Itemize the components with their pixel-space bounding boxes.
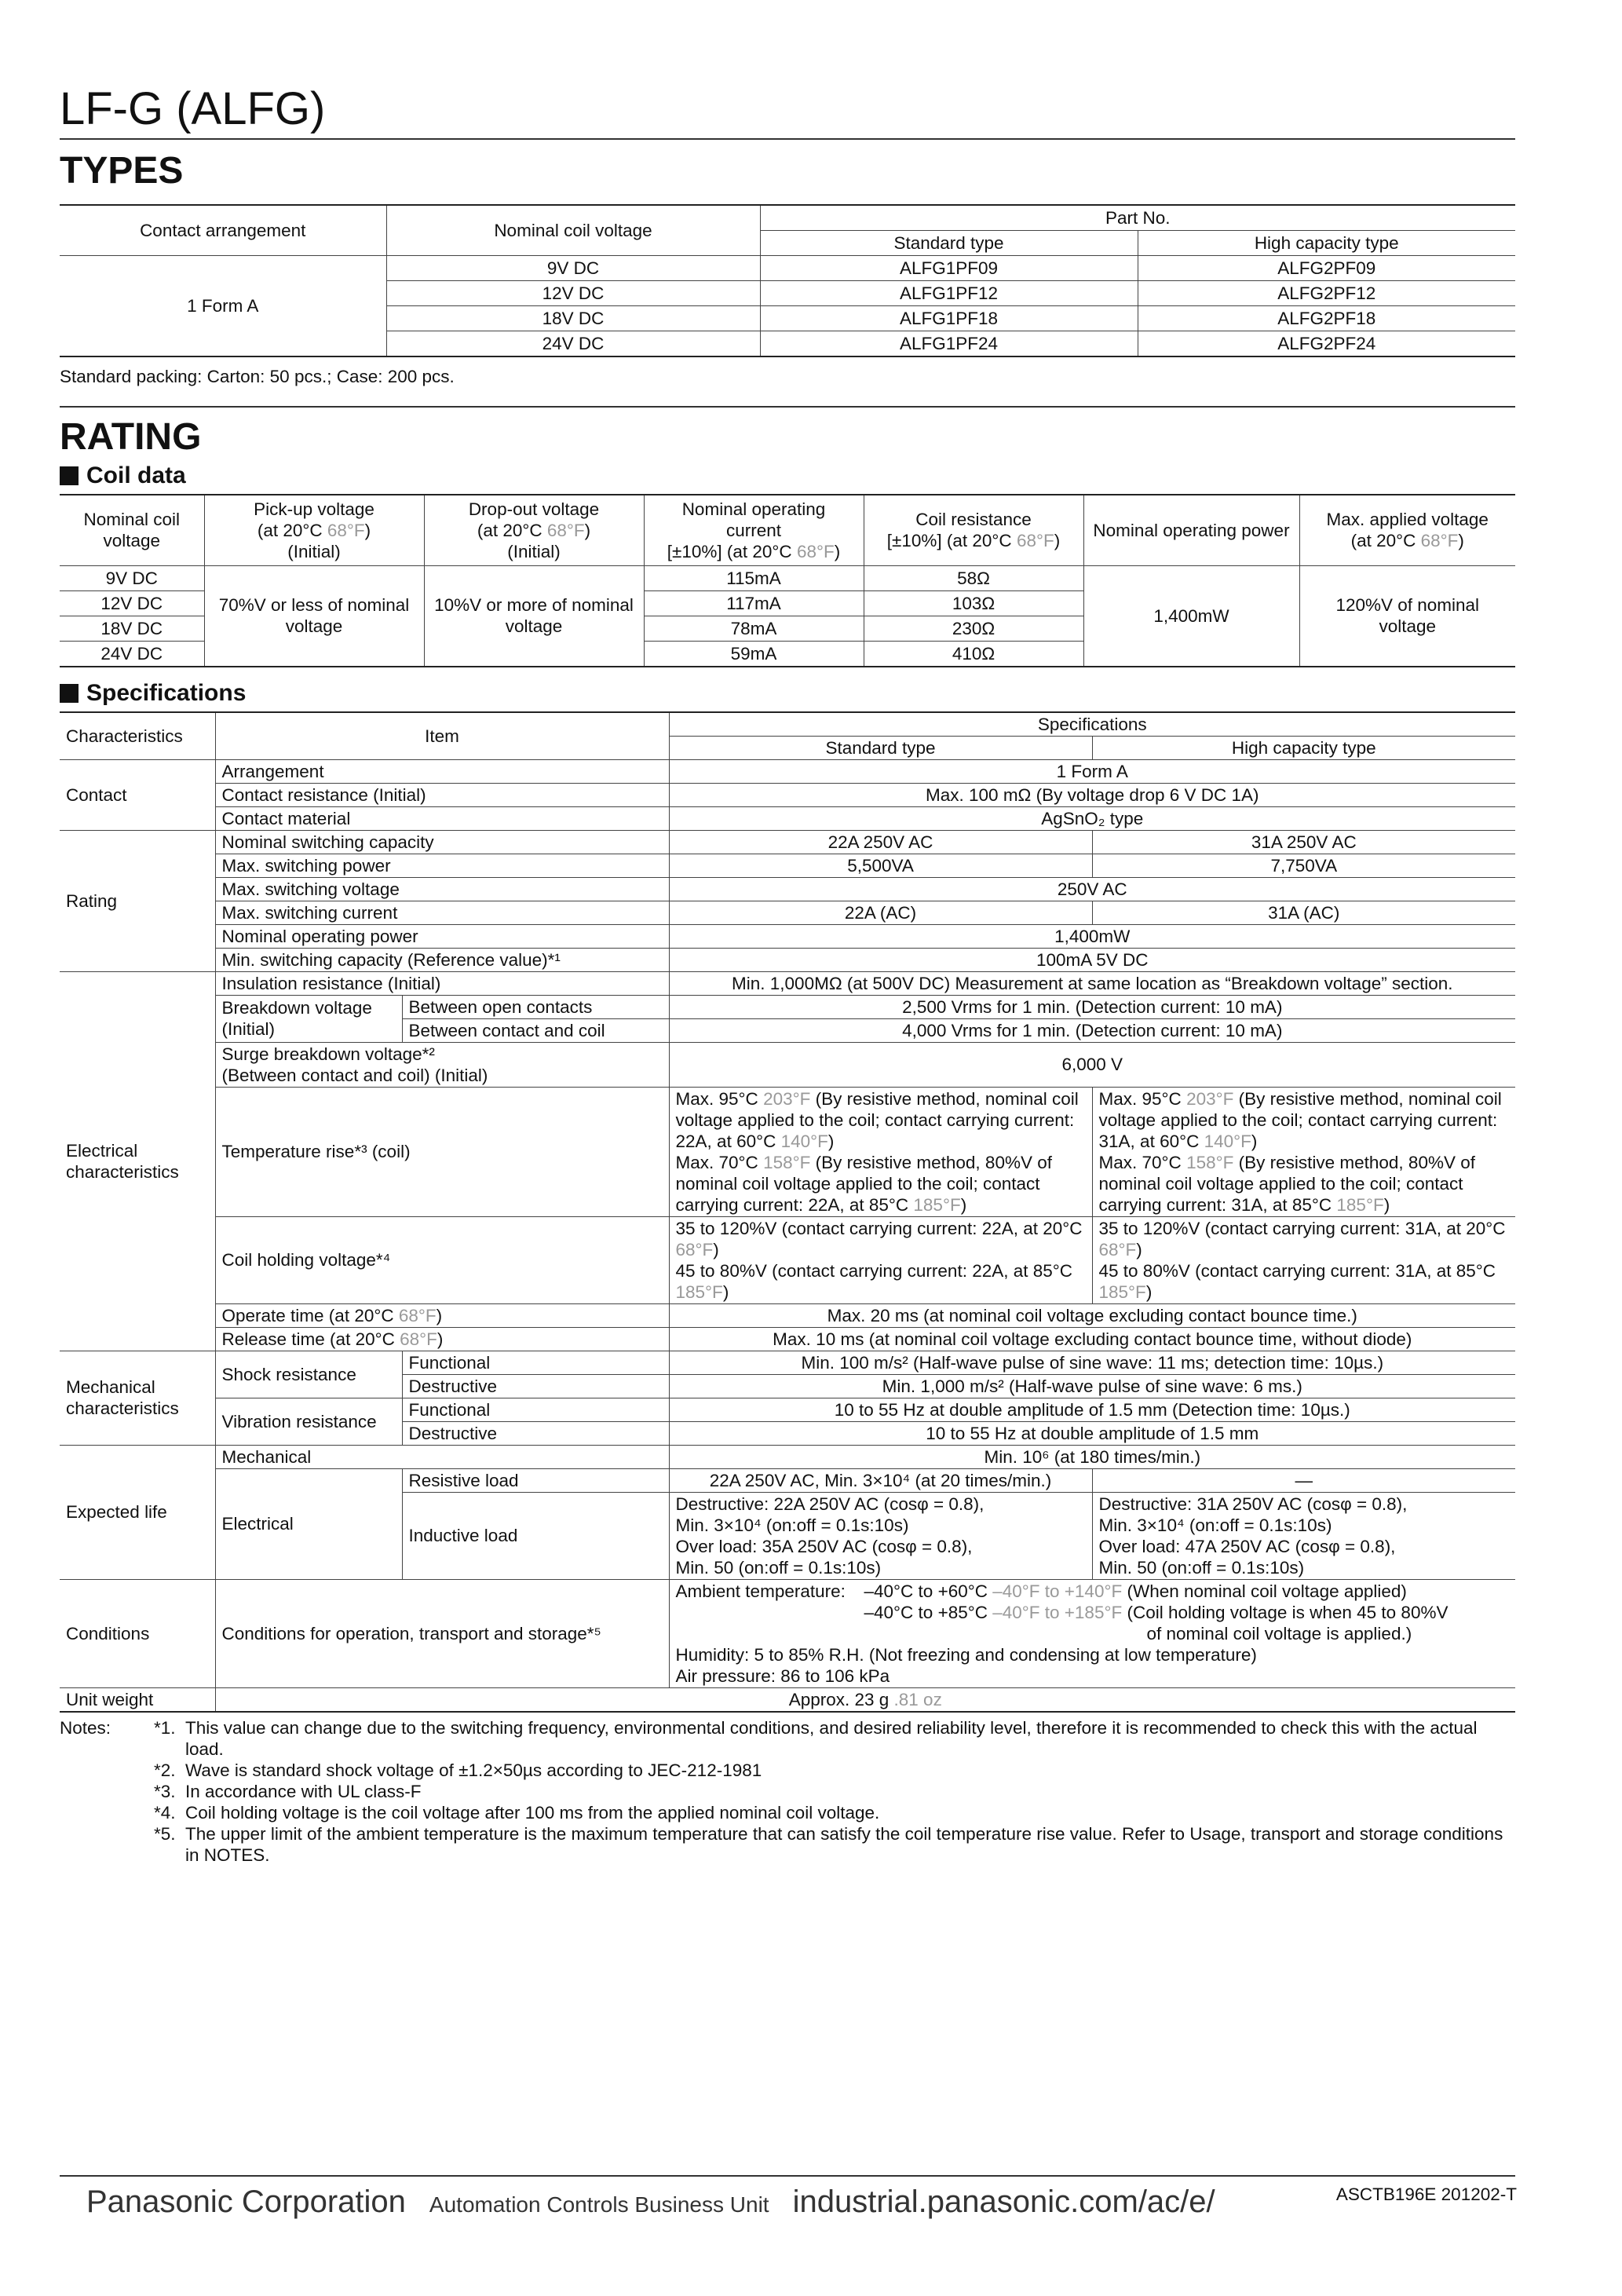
- coil-data-heading: [60, 462, 1515, 489]
- notes: [60, 1717, 1515, 1866]
- table-row: [60, 971, 1515, 995]
- cell: Shock resistance: [215, 1351, 402, 1398]
- specifications-table: [60, 711, 1515, 1713]
- coil-pickup-value: 70%V or less of nominal voltage: [204, 565, 424, 667]
- cell: 24V DC: [386, 331, 760, 357]
- table-row: [60, 565, 1515, 590]
- cell: 2,500 Vrms for 1 min. (Detection current: 10 mA): [669, 995, 1515, 1018]
- table-row: [60, 1327, 1515, 1351]
- footer-brand: [86, 2184, 1215, 2220]
- types-table: [60, 204, 1515, 357]
- table-row: [60, 901, 1515, 924]
- cell: Contact material: [215, 806, 669, 830]
- cell: 59mA: [644, 641, 864, 667]
- cell: Between contact and coil: [402, 1018, 669, 1042]
- cell: Resistive load: [402, 1468, 669, 1492]
- table-row: [60, 877, 1515, 901]
- table-row: [60, 1687, 1515, 1712]
- cell: Min. 100 m/s² (Half-wave pulse of sine wave: 11 ms; detection time: 10µs.): [669, 1351, 1515, 1374]
- cell: Insulation resistance (Initial): [215, 971, 669, 995]
- cell: 35 to 120%V (contact carrying current: 22A, at 20°C 68°F) 45 to 80%V (contact carrying current: 22A, at 85°C 185°F): [669, 1216, 1092, 1303]
- note-item: Notes: *1. This value can change due to the switching frequency, environmental conditions, and desired reliability level, therefore it is recommended to check this with the actual load.: [60, 1717, 1478, 1759]
- cell: Destructive: [402, 1421, 669, 1445]
- table-row: [60, 1398, 1515, 1421]
- cell: 6,000 V: [669, 1042, 1515, 1087]
- table-row: [60, 995, 1515, 1018]
- cell: Max. switching voltage: [215, 877, 669, 901]
- cell: Conditions for operation, transport and storage*⁵: [215, 1579, 669, 1687]
- business-unit: Automation Controls Business Unit: [429, 2192, 769, 2217]
- packing-note: Standard packing: Carton: 50 pcs.; Case: 200 pcs.: [60, 367, 455, 386]
- cell: Breakdown voltage (Initial): [215, 995, 402, 1042]
- cell: Nominal operating power: [215, 924, 669, 948]
- cell: 4,000 Vrms for 1 min. (Detection current: 10 mA): [669, 1018, 1515, 1042]
- table-row: [60, 1087, 1515, 1216]
- cell: Mechanical: [215, 1445, 669, 1468]
- note-item: *3. In accordance with UL class-F: [154, 1781, 422, 1801]
- coil-data-title: Coil data: [86, 462, 186, 488]
- coil-h-current: Nominal operating current [±10%] (at 20°C 68°F): [644, 495, 864, 565]
- cell: Destructive: 22A 250V AC (cosφ = 0.8), Min. 3×10⁴ (on:off = 0.1s:10s) Over load: 35A 250V AC (cosφ = 0.8), Min. 50 (on:off = 0.1s:10s): [669, 1492, 1092, 1579]
- cell: ALFG2PF09: [1138, 256, 1515, 281]
- cell: Between open contacts: [402, 995, 669, 1018]
- document-title: LF-G (ALFG): [60, 86, 1515, 140]
- cell: 7,750VA: [1092, 854, 1515, 877]
- spec-h-item: Item: [215, 712, 669, 760]
- cell: 9V DC: [60, 565, 204, 590]
- cell: 35 to 120%V (contact carrying current: 31A, at 20°C 68°F) 45 to 80%V (contact carrying current: 31A, at 85°C 185°F): [1092, 1216, 1515, 1303]
- cell: Max. switching power: [215, 854, 669, 877]
- cell: ALFG1PF24: [760, 331, 1138, 357]
- table-row: [60, 854, 1515, 877]
- types-heading: TYPES: [60, 150, 184, 192]
- cell: 100mA 5V DC: [669, 948, 1515, 971]
- cell: 12V DC: [60, 590, 204, 616]
- cell: Max. 95°C 203°F (By resistive method, nominal coil voltage applied to the coil; contact carrying current: 31A, at 60°C 140°F) Max. 70°C 158°F (By resistive method, 80%V of nominal coil voltage applied to the coil; contact carrying current: 31A, at 85°C 185°F): [1092, 1087, 1515, 1216]
- cell: 250V AC: [669, 877, 1515, 901]
- cell: 5,500VA: [669, 854, 1092, 877]
- coil-h-max: Max. applied voltage (at 20°C 68°F): [1299, 495, 1515, 565]
- cell: Functional: [402, 1351, 669, 1374]
- table-row: [60, 806, 1515, 830]
- coil-max-value: 120%V of nominal voltage: [1299, 565, 1515, 667]
- coil-h-power: Nominal operating power: [1083, 495, 1299, 565]
- cell: Min. switching capacity (Reference value)*¹: [215, 948, 669, 971]
- cell: 22A 250V AC, Min. 3×10⁴ (at 20 times/min.): [669, 1468, 1092, 1492]
- coil-h-pickup: Pick-up voltage (at 20°C 68°F) (Initial): [204, 495, 424, 565]
- company-name: Panasonic Corporation: [86, 2184, 406, 2219]
- rating-heading: RATING: [60, 416, 202, 458]
- cell: 10 to 55 Hz at double amplitude of 1.5 mm: [669, 1421, 1515, 1445]
- cell: —: [1092, 1468, 1515, 1492]
- table-row: [60, 830, 1515, 854]
- cell: Surge breakdown voltage*² (Between contact and coil) (Initial): [215, 1042, 669, 1087]
- cell: 117mA: [644, 590, 864, 616]
- spec-h-high: High capacity type: [1092, 736, 1515, 759]
- cell: 78mA: [644, 616, 864, 641]
- cell: 22A (AC): [669, 901, 1092, 924]
- cell: Inductive load: [402, 1492, 669, 1579]
- table-row: [60, 948, 1515, 971]
- table-row: [60, 1216, 1515, 1303]
- divider: [60, 406, 1515, 408]
- square-bullet-icon: [60, 466, 79, 485]
- note-item: *2. Wave is standard shock voltage of ±1.2×50µs according to JEC-212-1981: [154, 1760, 762, 1780]
- cell: Nominal switching capacity: [215, 830, 669, 854]
- cell: Max. switching current: [215, 901, 669, 924]
- spec-h-specifications: Specifications: [669, 712, 1515, 737]
- cell: 1 Form A: [669, 759, 1515, 783]
- cell: 31A 250V AC: [1092, 830, 1515, 854]
- note-item: *4. Coil holding voltage is the coil voltage after 100 ms from the applied nominal coil voltage.: [154, 1802, 880, 1823]
- cell: Coil holding voltage*⁴: [215, 1216, 669, 1303]
- specifications-title: Specifications: [86, 679, 247, 706]
- types-col-partno: Part No.: [760, 205, 1515, 231]
- cell: ALFG2PF24: [1138, 331, 1515, 357]
- cell: 10 to 55 Hz at double amplitude of 1.5 mm (Detection time: 10µs.): [669, 1398, 1515, 1421]
- document-code: ASCTB196E 201202-T: [1335, 2184, 1517, 2204]
- website-url: industrial.panasonic.com/ac/e/: [792, 2184, 1215, 2219]
- table-row: [60, 1579, 1515, 1687]
- cell: Max. 20 ms (at nominal coil voltage excluding contact bounce time.): [669, 1303, 1515, 1327]
- table-row: [60, 783, 1515, 806]
- group-expected-life: Expected life: [60, 1445, 215, 1579]
- coil-h-resistance: Coil resistance [±10%] (at 20°C 68°F): [864, 495, 1083, 565]
- cell: 410Ω: [864, 641, 1083, 667]
- cell: Min. 1,000 m/s² (Half-wave pulse of sine wave: 6 ms.): [669, 1374, 1515, 1398]
- table-row: [60, 1468, 1515, 1492]
- cell: 58Ω: [864, 565, 1083, 590]
- types-col-high: High capacity type: [1138, 231, 1515, 256]
- types-col-voltage: Nominal coil voltage: [386, 205, 760, 256]
- group-unit-weight: Unit weight: [60, 1687, 215, 1712]
- coil-power-value: 1,400mW: [1083, 565, 1299, 667]
- table-row: [60, 1303, 1515, 1327]
- cell: 115mA: [644, 565, 864, 590]
- cell: ALFG2PF18: [1138, 306, 1515, 331]
- group-contact: Contact: [60, 759, 215, 830]
- coil-dropout-value: 10%V or more of nominal voltage: [424, 565, 644, 667]
- cell: ALFG1PF18: [760, 306, 1138, 331]
- cell: Release time (at 20°C 68°F): [215, 1327, 669, 1351]
- coil-data-table: [60, 494, 1515, 667]
- cell: 18V DC: [60, 616, 204, 641]
- cell: Electrical: [215, 1468, 402, 1579]
- cell: Operate time (at 20°C 68°F): [215, 1303, 669, 1327]
- square-bullet-icon: [60, 684, 79, 703]
- footer-rule: [60, 2175, 1515, 2177]
- cell: 230Ω: [864, 616, 1083, 641]
- table-row: [60, 1351, 1515, 1374]
- cell: 9V DC: [386, 256, 760, 281]
- cell: ALFG1PF12: [760, 281, 1138, 306]
- coil-h-dropout: Drop-out voltage (at 20°C 68°F) (Initial): [424, 495, 644, 565]
- cell: 31A (AC): [1092, 901, 1515, 924]
- cell: Ambient temperature: –40°C to +60°C –40°F to +140°F (When nominal coil voltage applied) –40°C to +85°C –40°F to +185°F (Coil holding voltage is when 45 to 80%V of nominal coil voltage is applied.) Humidity: 5 to 85% R.H. (Not freezing and condensing at low temperature) Air pressure: 86 to 106 kPa: [669, 1579, 1515, 1687]
- types-col-standard: Standard type: [760, 231, 1138, 256]
- group-conditions: Conditions: [60, 1579, 215, 1687]
- specifications-heading: [60, 680, 1515, 707]
- spec-h-characteristics: Characteristics: [60, 712, 215, 760]
- table-row: [60, 759, 1515, 783]
- cell: ALFG2PF12: [1138, 281, 1515, 306]
- table-row: [60, 1042, 1515, 1087]
- cell: Max. 95°C 203°F (By resistive method, nominal coil voltage applied to the coil; contact carrying current: 22A, at 60°C 140°F) Max. 70°C 158°F (By resistive method, 80%V of nominal coil voltage applied to the coil; contact carrying current: 22A, at 85°C 185°F): [669, 1087, 1092, 1216]
- table-row: [60, 1445, 1515, 1468]
- cell: Vibration resistance: [215, 1398, 402, 1445]
- cell: Min. 10⁶ (at 180 times/min.): [669, 1445, 1515, 1468]
- cell: 22A 250V AC: [669, 830, 1092, 854]
- group-rating: Rating: [60, 830, 215, 971]
- spec-h-standard: Standard type: [669, 736, 1092, 759]
- group-electrical: Electrical characteristics: [60, 971, 215, 1351]
- cell: Contact resistance (Initial): [215, 783, 669, 806]
- group-mechanical: Mechanical characteristics: [60, 1351, 215, 1445]
- note-item: *5. The upper limit of the ambient temperature is the maximum temperature that can satisfy the coil temperature rise value. Refer to Usage, transport and storage conditions in NOTES.: [154, 1823, 1503, 1865]
- cell: Destructive: [402, 1374, 669, 1398]
- table-row: [60, 924, 1515, 948]
- cell: AgSnO₂ type: [669, 806, 1515, 830]
- page: [60, 83, 1515, 1866]
- coil-h-voltage: Nominal coil voltage: [60, 495, 204, 565]
- cell: Max. 100 mΩ (By voltage drop 6 V DC 1A): [669, 783, 1515, 806]
- cell: 18V DC: [386, 306, 760, 331]
- cell: ALFG1PF09: [760, 256, 1138, 281]
- cell: Functional: [402, 1398, 669, 1421]
- cell: Arrangement: [215, 759, 669, 783]
- cell: Max. 10 ms (at nominal coil voltage excluding contact bounce time, without diode): [669, 1327, 1515, 1351]
- cell: Temperature rise*³ (coil): [215, 1087, 669, 1216]
- cell: 1,400mW: [669, 924, 1515, 948]
- cell: 12V DC: [386, 281, 760, 306]
- cell: Min. 1,000MΩ (at 500V DC) Measurement at same location as “Breakdown voltage” section.: [669, 971, 1515, 995]
- cell: 24V DC: [60, 641, 204, 667]
- table-row: [60, 256, 1515, 281]
- types-arrangement: 1 Form A: [60, 256, 386, 357]
- types-col-contact: Contact arrangement: [60, 205, 386, 256]
- cell: Approx. 23 g .81 oz: [215, 1687, 1515, 1712]
- cell: 103Ω: [864, 590, 1083, 616]
- cell: Destructive: 31A 250V AC (cosφ = 0.8), Min. 3×10⁴ (on:off = 0.1s:10s) Over load: 47A 250V AC (cosφ = 0.8), Min. 50 (on:off = 0.1s:10s): [1092, 1492, 1515, 1579]
